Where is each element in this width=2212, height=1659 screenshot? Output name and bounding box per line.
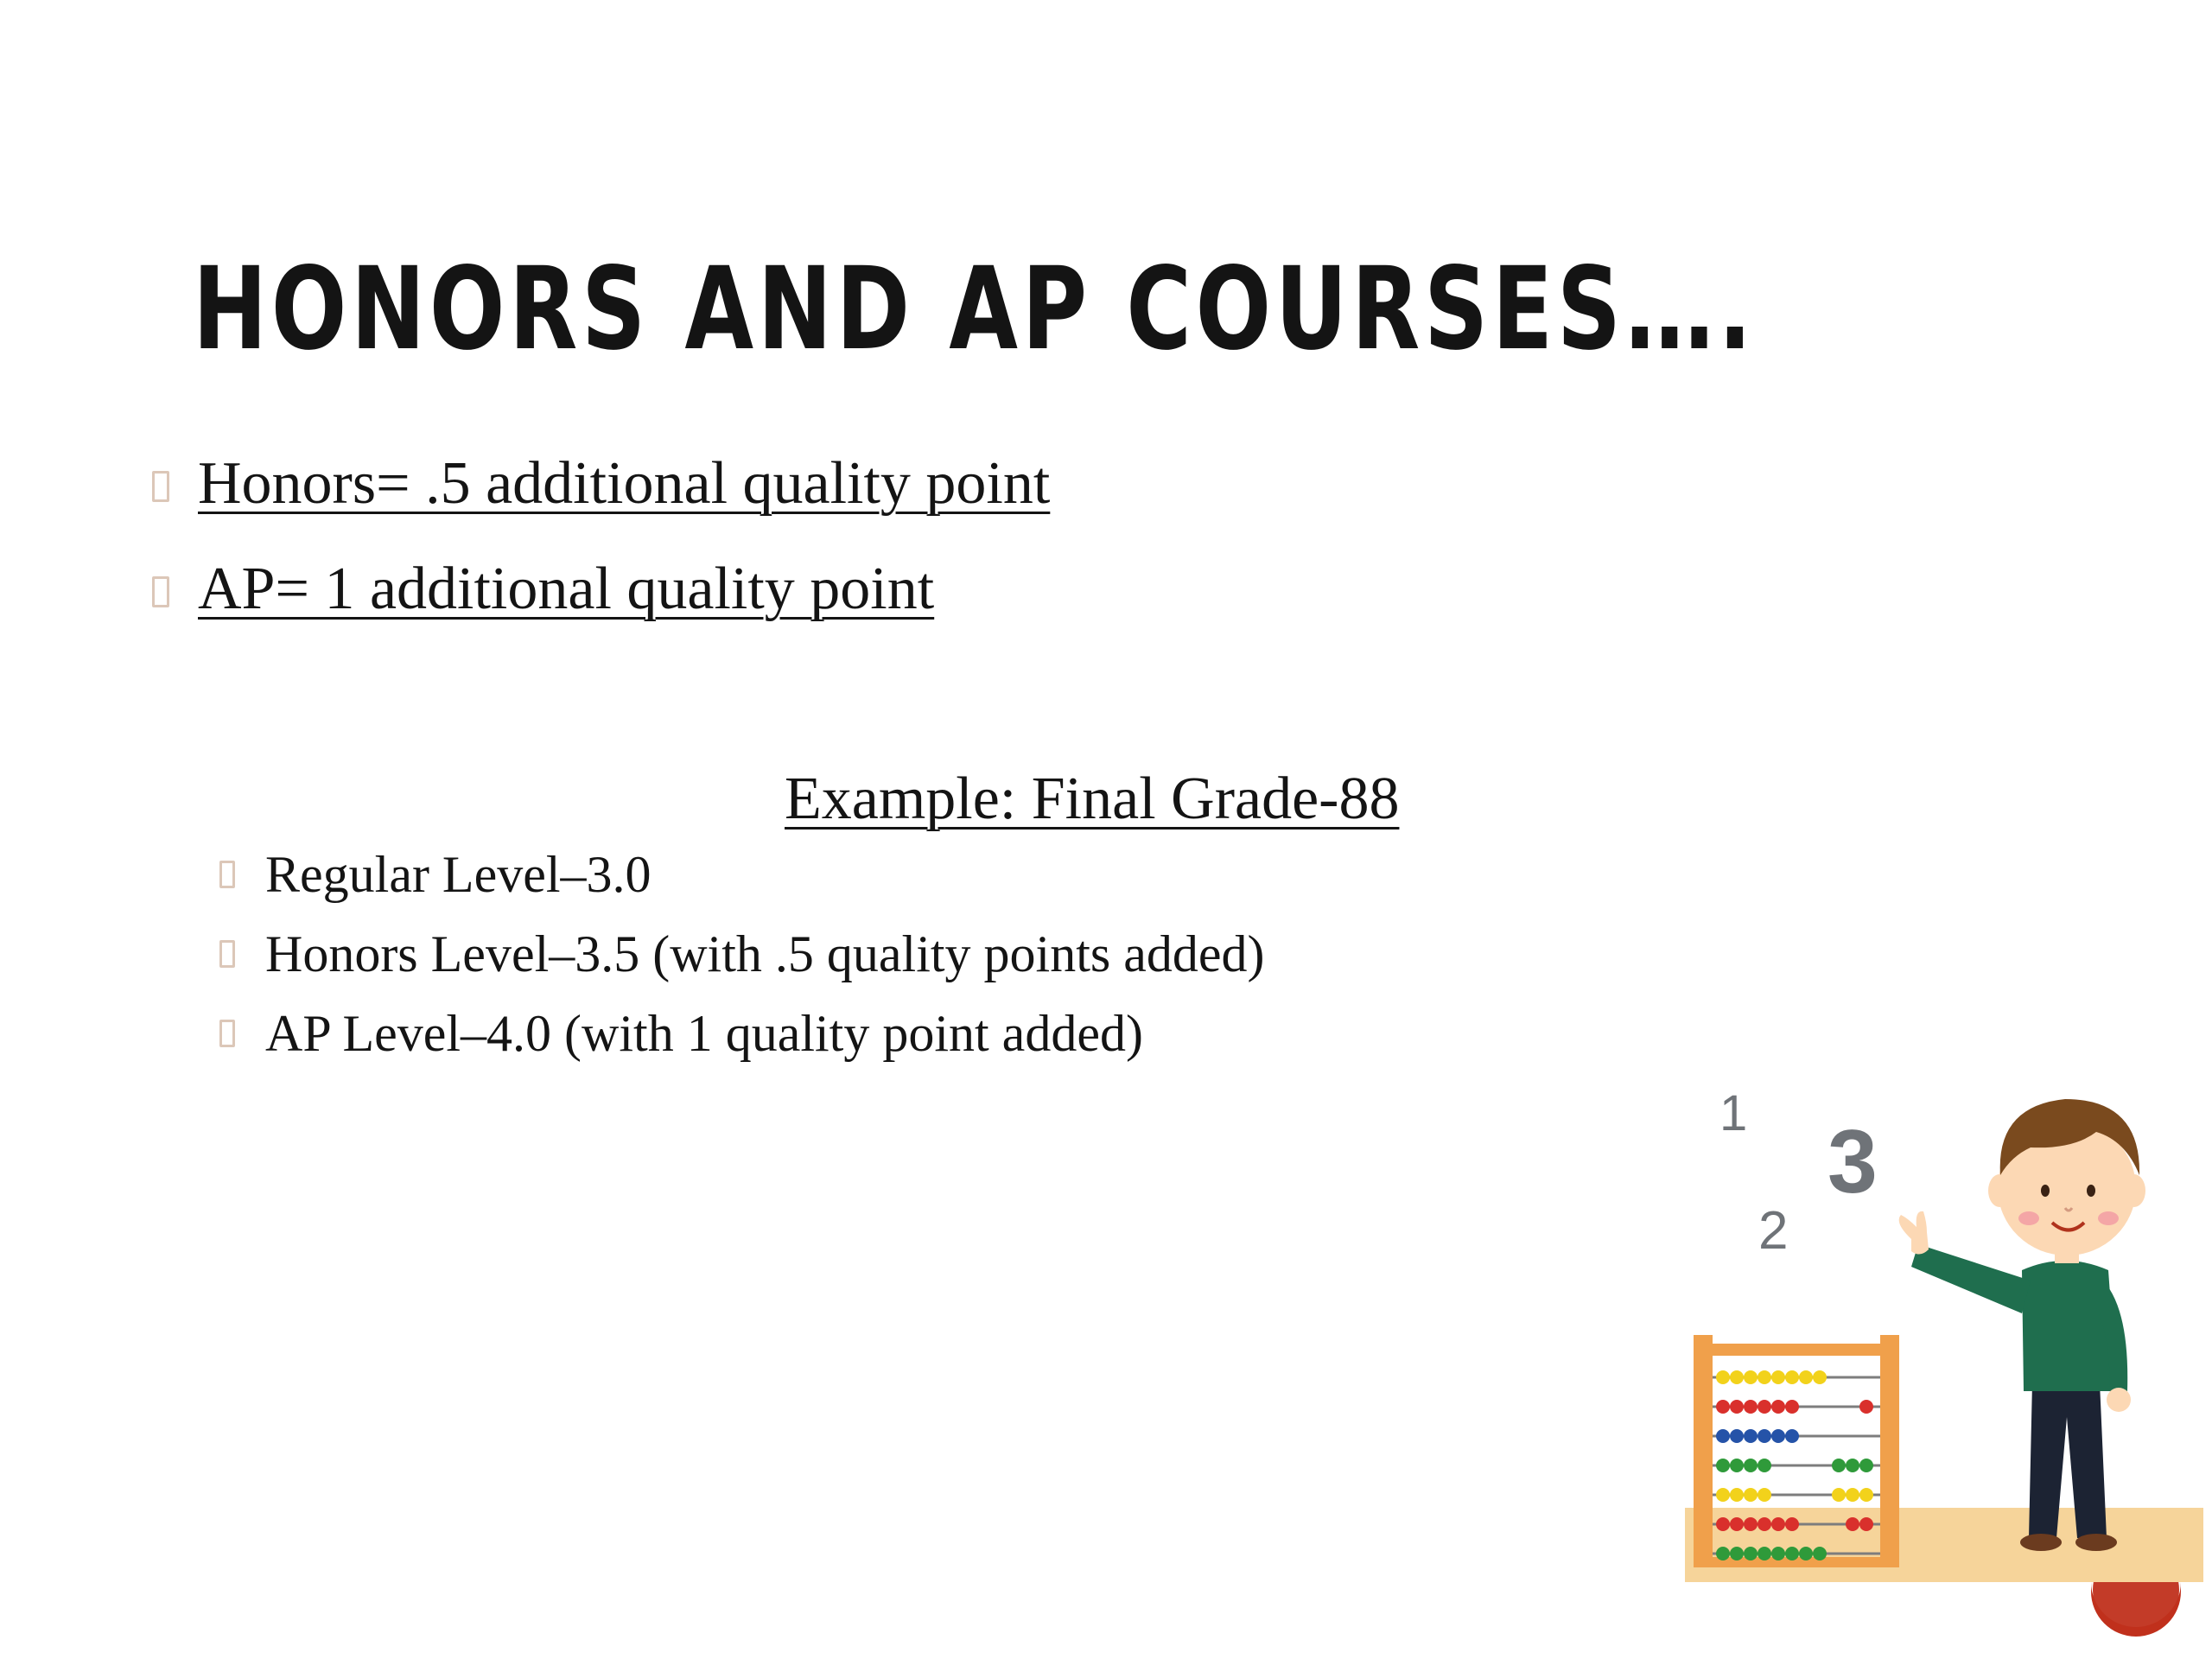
bullet-box-icon (152, 471, 169, 502)
bullet-box-icon (152, 576, 169, 607)
bullet-box-icon (219, 1020, 235, 1047)
bullet-box-icon (219, 940, 235, 968)
bullet-text: Regular Level–3.0 (265, 846, 652, 903)
number-two-label: 2 (1758, 1201, 1789, 1261)
boy-with-abacus-illustration (1668, 1046, 2212, 1659)
bullet-text: Honors= .5 additional quality point (198, 450, 1051, 517)
bullet-text: AP Level–4.0 (with 1 quality point added) (265, 1005, 1143, 1062)
number-one-label: 1 (1719, 1085, 1748, 1141)
bullet-text: AP= 1 additional quality point (198, 556, 935, 622)
example-heading: Example: Final Grade-88 (785, 766, 1400, 832)
number-three-label: 3 (1827, 1112, 1878, 1212)
bullet-box-icon (219, 861, 235, 888)
slide-title: HONORS AND AP COURSES…. (193, 243, 1757, 376)
bullet-text: Honors Level–3.5 (with .5 quality points added) (265, 925, 1265, 982)
boy-figure (1899, 1099, 2145, 1551)
